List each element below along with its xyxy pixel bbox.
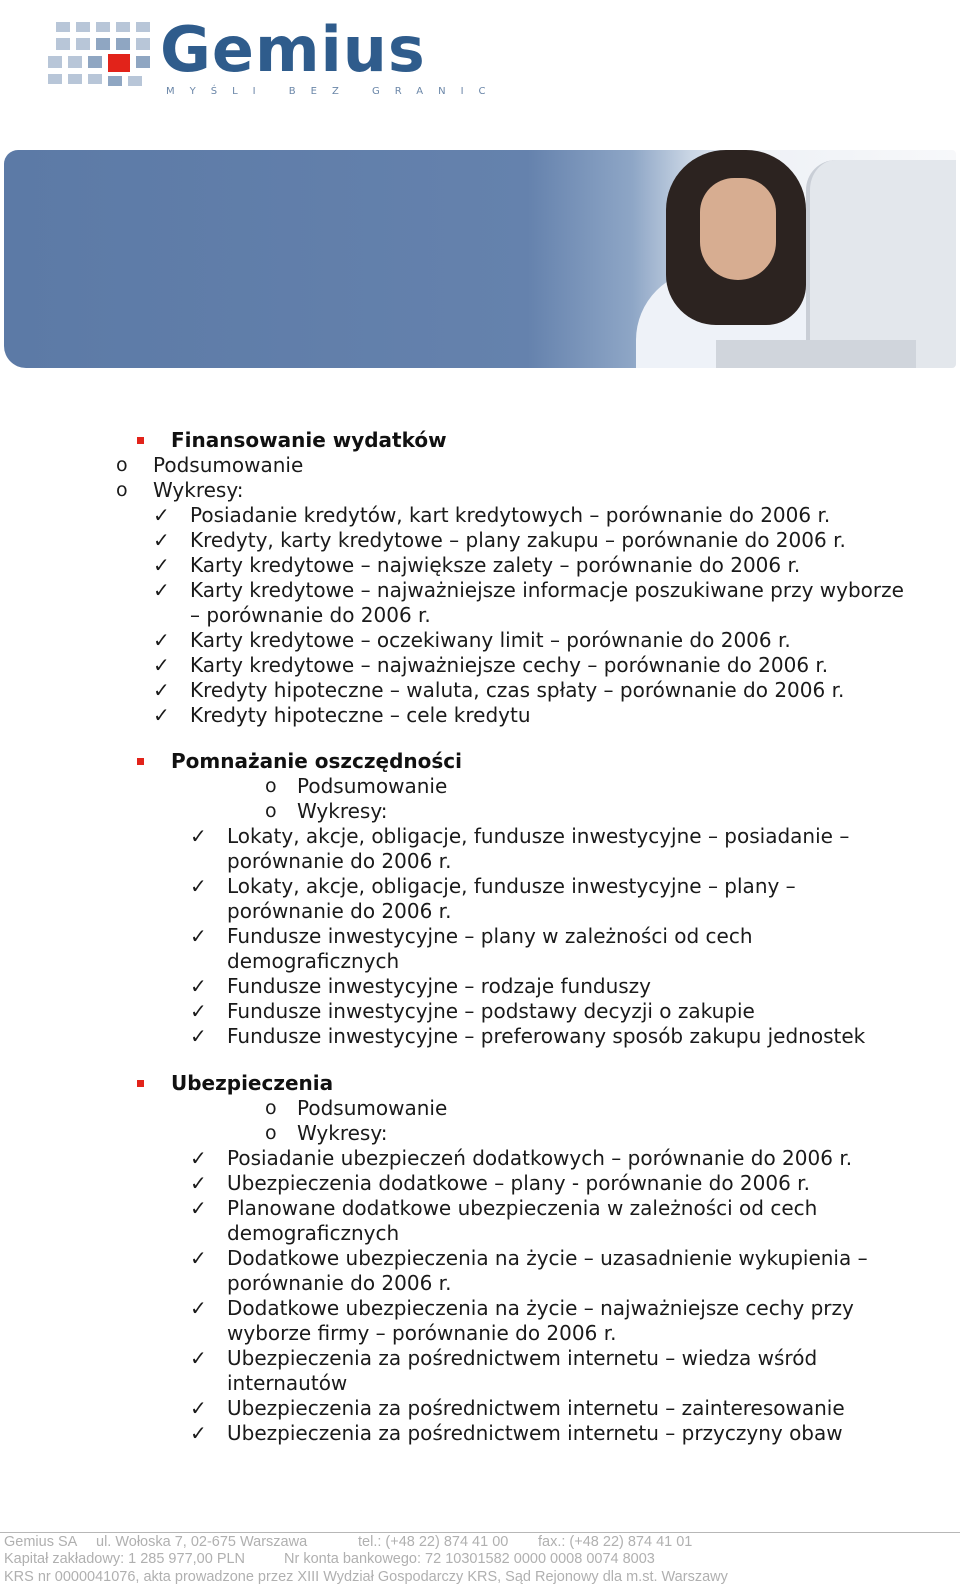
chart-item-continued: demograficznych: [227, 949, 400, 973]
summary-item: Podsumowanie: [297, 774, 448, 798]
charts-label: Wykresy:: [153, 478, 244, 502]
chart-item: Fundusze inwestycyjne – podstawy decyzji o zakupie: [227, 999, 755, 1023]
summary-item: Podsumowanie: [297, 1096, 448, 1120]
footer-fax: fax.: (+48 22) 874 41 01: [538, 1534, 693, 1550]
logo-tagline: MYŚLI BEZ GRANIC: [166, 86, 501, 97]
square-bullet-icon: [137, 437, 144, 444]
check-icon: ✓: [153, 553, 170, 577]
footer-krs: KRS nr 0000041076, akta prowadzone przez XIII Wydział Gospodarczy KRS, Sąd Rejonowy dla m.st. Warszawy: [4, 1569, 728, 1585]
check-icon: ✓: [190, 999, 207, 1023]
check-icon: ✓: [190, 1146, 207, 1170]
section-title: Ubezpieczenia: [171, 1071, 334, 1095]
chart-item-continued: demograficznych: [227, 1221, 400, 1245]
woman-at-laptop-photo: [616, 150, 956, 368]
circle-bullet-icon: o: [265, 1097, 277, 1119]
chart-item-continued: wyborze firmy – porównanie do 2006 r.: [227, 1321, 617, 1345]
check-icon: ✓: [153, 653, 170, 677]
chart-item-continued: porównanie do 2006 r.: [227, 1271, 452, 1295]
chart-item: Dodatkowe ubezpieczenia na życie – uzasadnienie wykupienia –: [227, 1246, 868, 1270]
chart-item: Ubezpieczenia za pośrednictwem internetu – zainteresowanie: [227, 1396, 845, 1420]
check-icon: ✓: [153, 528, 170, 552]
check-icon: ✓: [153, 578, 170, 602]
check-icon: ✓: [190, 1171, 207, 1195]
footer-capital: Kapitał zakładowy: 1 285 977,00 PLN: [4, 1551, 246, 1567]
check-icon: ✓: [153, 678, 170, 702]
circle-bullet-icon: o: [265, 1122, 277, 1144]
circle-bullet-icon: o: [116, 479, 128, 501]
chart-item: Ubezpieczenia dodatkowe – plany - porównanie do 2006 r.: [227, 1171, 810, 1195]
footer-bank: Nr konta bankowego: 72 10301582 0000 0008 0074 8003: [284, 1551, 655, 1567]
company-footer: [0, 1532, 960, 1585]
check-icon: ✓: [190, 924, 207, 948]
check-icon: ✓: [190, 974, 207, 998]
circle-bullet-icon: o: [265, 800, 277, 822]
check-icon: ✓: [190, 874, 207, 898]
check-icon: ✓: [190, 1346, 207, 1370]
chart-item: Karty kredytowe – największe zalety – porównanie do 2006 r.: [190, 553, 801, 577]
chart-item: Karty kredytowe – najważniejsze informacje poszukiwane przy wyborze: [190, 578, 904, 602]
check-icon: ✓: [153, 703, 170, 727]
chart-item: Kredyty, karty kredytowe – plany zakupu – porównanie do 2006 r.: [190, 528, 846, 552]
check-icon: ✓: [153, 628, 170, 652]
check-icon: ✓: [190, 824, 207, 848]
chart-item-continued: – porównanie do 2006 r.: [190, 603, 431, 627]
chart-item-continued: internautów: [227, 1371, 348, 1395]
chart-item: Ubezpieczenia za pośrednictwem internetu – przyczyny obaw: [227, 1421, 843, 1445]
square-bullet-icon: [137, 758, 144, 765]
footer-address: ul. Wołoska 7, 02-675 Warszawa: [96, 1534, 308, 1550]
logo-mark-icon: [48, 16, 158, 96]
check-icon: ✓: [190, 1246, 207, 1270]
check-icon: ✓: [153, 503, 170, 527]
summary-item: Podsumowanie: [153, 453, 304, 477]
chart-item: Dodatkowe ubezpieczenia na życie – najważniejsze cechy przy: [227, 1296, 854, 1320]
section-title: Pomnażanie oszczędności: [171, 749, 462, 773]
chart-item-continued: porównanie do 2006 r.: [227, 849, 452, 873]
square-bullet-icon: [137, 1080, 144, 1087]
chart-item: Ubezpieczenia za pośrednictwem internetu – wiedza wśród: [227, 1346, 818, 1370]
chart-item: Fundusze inwestycyjne – rodzaje funduszy: [227, 974, 651, 998]
check-icon: ✓: [190, 1024, 207, 1048]
chart-item: Lokaty, akcje, obligacje, fundusze inwestycyjne – plany –: [227, 874, 796, 898]
header-banner: [4, 150, 956, 368]
logo-wordmark: Gemius: [160, 13, 426, 86]
chart-item: Posiadanie kredytów, kart kredytowych – porównanie do 2006 r.: [190, 503, 831, 527]
chart-item: Fundusze inwestycyjne – plany w zależności od cech: [227, 924, 753, 948]
chart-item: Fundusze inwestycyjne – preferowany sposób zakupu jednostek: [227, 1024, 866, 1048]
check-icon: ✓: [190, 1296, 207, 1320]
chart-item: Kredyty hipoteczne – cele kredytu: [190, 703, 531, 727]
chart-item-continued: porównanie do 2006 r.: [227, 899, 452, 923]
chart-item: Kredyty hipoteczne – waluta, czas spłaty – porównanie do 2006 r.: [190, 678, 845, 702]
section-title: Finansowanie wydatków: [171, 428, 447, 452]
chart-item: Posiadanie ubezpieczeń dodatkowych – porównanie do 2006 r.: [227, 1146, 853, 1170]
chart-item: Karty kredytowe – oczekiwany limit – porównanie do 2006 r.: [190, 628, 791, 652]
charts-label: Wykresy:: [297, 1121, 388, 1145]
footer-company: Gemius SA: [4, 1534, 78, 1550]
check-icon: ✓: [190, 1421, 207, 1445]
circle-bullet-icon: o: [116, 454, 128, 476]
chart-item: Karty kredytowe – najważniejsze cechy – porównanie do 2006 r.: [190, 653, 829, 677]
check-icon: ✓: [190, 1396, 207, 1420]
gemius-logo: [48, 10, 501, 100]
charts-label: Wykresy:: [297, 799, 388, 823]
circle-bullet-icon: o: [265, 775, 277, 797]
check-icon: ✓: [190, 1196, 207, 1220]
footer-tel: tel.: (+48 22) 874 41 00: [358, 1534, 509, 1550]
chart-item: Planowane dodatkowe ubezpieczenia w zależności od cech: [227, 1196, 818, 1220]
chart-item: Lokaty, akcje, obligacje, fundusze inwestycyjne – posiadanie –: [227, 824, 850, 848]
